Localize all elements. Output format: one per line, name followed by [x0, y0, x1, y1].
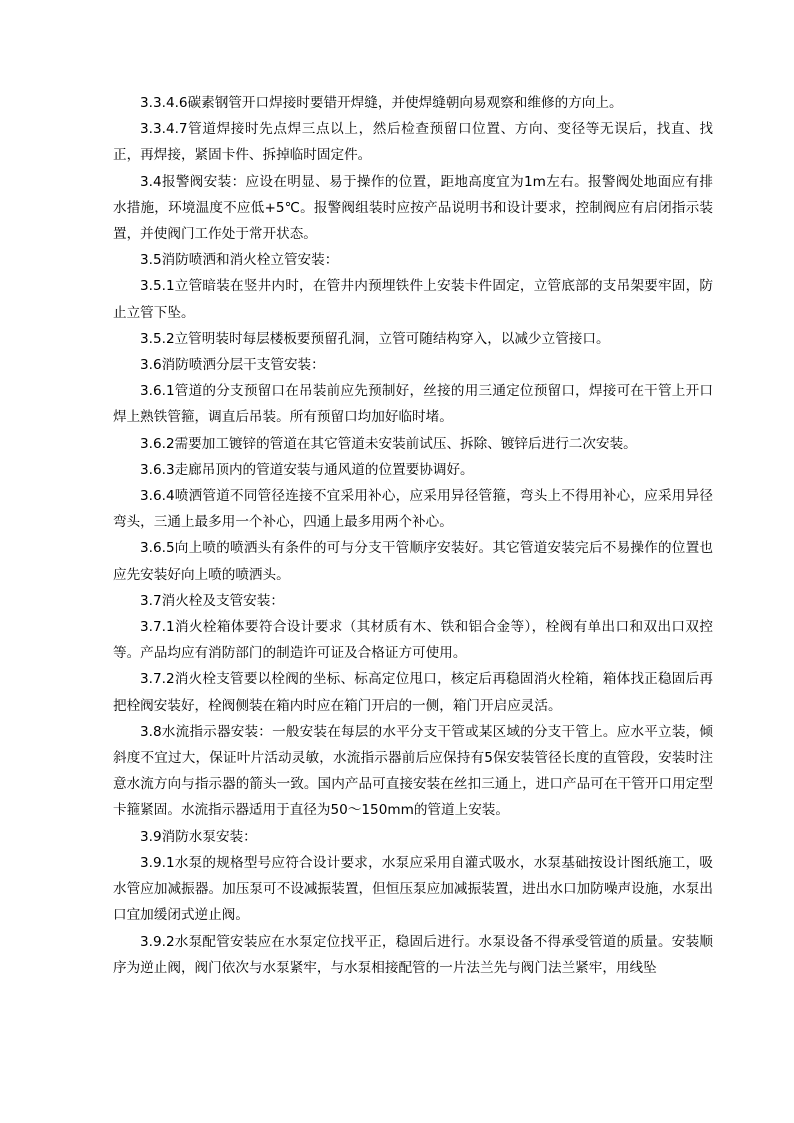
paragraph-3-6-3: 3.6.3走廊吊顶内的管道安装与通风道的位置要协调好。 — [140, 461, 474, 478]
paragraph-3-9-1: 3.9.1水泵的规格型号应符合设计要求，水泵应采用自灌式吸水，水泵基础按设计图纸施工，吸水管应加减振器。加压泵可不设减振装置，但恒压泵应加减振装置，进出水口加防噪声设施，水泵出口宜加缓闭式逆止阀。 — [113, 854, 713, 924]
paragraph-3-6-5: 3.6.5向上喷的喷洒头有条件的可与分支干管顺序安装好。其它管道安装完后不易操作的位置也应先安装好向上喷的喷洒头。 — [113, 540, 713, 583]
heading-3-9: 3.9消防水泵安装： — [140, 828, 257, 845]
paragraph-3-6-4: 3.6.4喷洒管道不同管径连接不宜采用补心，应采用异径管箍，弯头上不得用补心，应采用异径弯头，三通上最多用一个补心，四通上最多用两个补心。 — [113, 488, 713, 531]
paragraph-3-6-1: 3.6.1管道的分支预留口在吊装前应先预制好，丝接的用三通定位预留口，焊接可在干管上开口焊上熟铁管箍，调直后吊装。所有预留口均加好临时堵。 — [113, 383, 713, 426]
paragraph-3-7-2: 3.7.2消火栓支管要以栓阀的坐标、标高定位甩口，核定后再稳固消火栓箱，箱体找正稳固后再把栓阀安装好，栓阀侧装在箱内时应在箱门开启的一侧，箱门开启应灵活。 — [113, 671, 713, 714]
paragraph-3-6-2: 3.6.2需要加工镀锌的管道在其它管道未安装前试压、拆除、镀锌后进行二次安装。 — [140, 435, 637, 452]
paragraph-3-5-2: 3.5.2立管明装时每层楼板要预留孔洞，立管可随结构穿入，以减少立管接口。 — [140, 330, 610, 347]
heading-3-6: 3.6消防喷洒分层干支管安装： — [140, 357, 325, 374]
paragraph-3-4-alarm-valve: 3.4报警阀安装：应设在明显、易于操作的位置，距地高度宜为1m左右。报警阀处地面应有排水措施，环境温度不应低+5℃。报警阀组装时应按产品说明书和设计要求，控制阀应有启闭指示装置，并使阀门工作处于常开状态。 — [113, 173, 713, 243]
document-body — [113, 90, 713, 981]
paragraph-3-8-flow-indicator: 3.8水流指示器安装：一般安装在每层的水平分支干管或某区域的分支干管上。应水平立装，倾斜度不宜过大，保证叶片活动灵敏，水流指示器前后应保持有5保安装管径长度的直管段，安装时注意水流方向与指示器的箭头一致。国内产品可直接安装在丝扣三通上，进口产品可在干管开口用定型卡箍紧固。水流指示器适用于直径为50～150mm的管道上安装。 — [113, 723, 713, 819]
paragraph-3-5-1: 3.5.1立管暗装在竖井内时，在管井内预埋铁件上安装卡件固定，立管底部的支吊架要牢固，防止立管下坠。 — [113, 278, 713, 321]
paragraph-3-9-2: 3.9.2水泵配管安装应在水泵定位找平正，稳固后进行。水泵设备不得承受管道的质量。安装顺序为逆止阀，阀门依次与水泵紧牢，与水泵相接配管的一片法兰先与阀门法兰紧牢，用线坠 — [113, 933, 713, 976]
paragraph-3-3-4-6: 3.3.4.6碳素钢管开口焊接时要错开焊缝，并使焊缝朝向易观察和维修的方向上。 — [140, 95, 623, 111]
heading-3-7: 3.7消火栓及支管安装： — [140, 592, 284, 609]
paragraph-3-7-1: 3.7.1消火栓箱体要符合设计要求（其材质有木、铁和铝合金等），栓阀有单出口和双出口双控等。产品均应有消防部门的制造许可证及合格证方可使用。 — [113, 619, 713, 662]
paragraph-3-3-4-7: 3.3.4.7管道焊接时先点焊三点以上，然后检查预留口位置、方向、变径等无误后，找直、找正，再焊接，紧固卡件、拆掉临时固定件。 — [113, 121, 713, 164]
heading-3-5: 3.5消防喷洒和消火栓立管安装： — [140, 252, 339, 269]
